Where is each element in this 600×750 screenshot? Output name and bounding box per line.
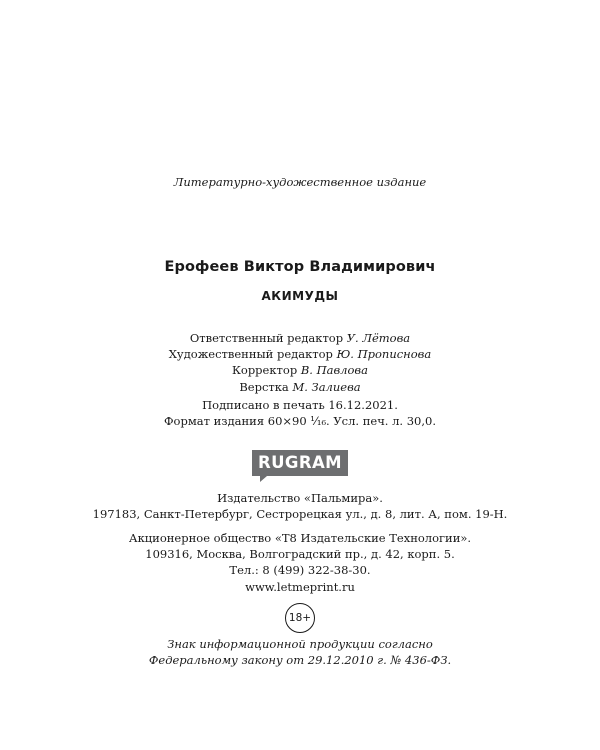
publisher-block (0, 490, 600, 522)
publisher-address: 197183, Санкт-Петербург, Сестрорецкая ул., д. 8, лит. А, пом. 19-Н. (92, 507, 508, 522)
print-info-block (0, 397, 600, 429)
credit-line (0, 330, 600, 346)
author-name: Ерофеев Виктор Владимирович (164, 259, 436, 275)
credit-role: Корректор (232, 363, 298, 378)
credit-name: В. Павлова (300, 363, 368, 378)
age-rating-badge: 18+ (285, 603, 315, 633)
rugram-logo: RUGRAM (252, 450, 348, 476)
credit-name: М. Залиева (292, 379, 361, 394)
publisher-name: Издательство «Пальмира». (217, 491, 383, 505)
credit-role: Художественный редактор (168, 347, 333, 362)
credit-name: Ю. Прописнова (336, 347, 432, 362)
credit-role: Верстка (239, 379, 289, 394)
credit-line (0, 346, 600, 362)
credit-line (0, 379, 600, 395)
credit-name: У. Лётова (346, 331, 411, 345)
edition-format: Формат издания 60×90 ¹⁄₁₆. Усл. печ. л. 30,0. (163, 414, 436, 429)
credit-role: Ответственный редактор (189, 331, 344, 345)
printer-website: www.letmeprint.ru (245, 579, 355, 594)
credit-line (0, 362, 600, 378)
printer-address: 109316, Москва, Волгоградский пр., д. 42, корп. 5. (145, 547, 455, 562)
book-title: АКИМУДЫ (261, 289, 339, 303)
printer-name: Акционерное общество «T8 Издательские Технологии». (128, 531, 472, 545)
credits-block (0, 330, 600, 395)
age-note-line: Федеральному закону от 29.12.2010 г. № 436-ФЗ. (148, 652, 452, 667)
genre-label: Литературно-художественное издание (173, 175, 427, 189)
age-note-line: Знак информационной продукции согласно (167, 637, 433, 651)
printer-block (0, 530, 600, 595)
age-rating-container (0, 603, 600, 635)
signed-to-print: Подписано в печать 16.12.2021. (202, 398, 398, 412)
age-rating-note (0, 637, 600, 668)
logo-container (0, 450, 600, 478)
printer-phone: Тел.: 8 (499) 322-38-30. (229, 563, 371, 578)
